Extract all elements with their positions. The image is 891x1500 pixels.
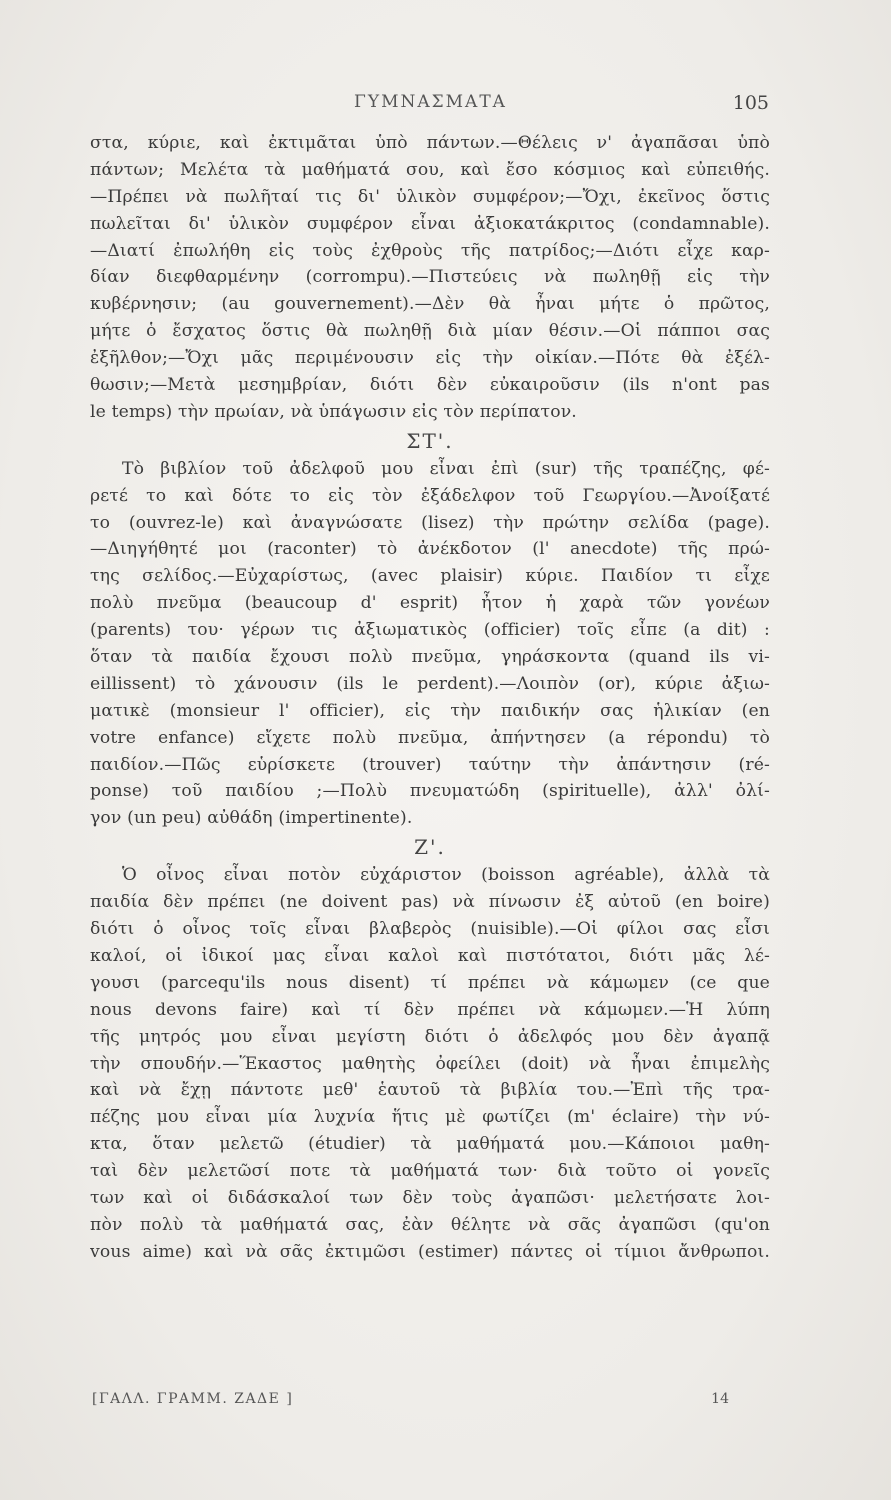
page-header	[92, 92, 769, 122]
text-line: Τὸ βιβλίον τοῦ ἀδελφοῦ μου εἶναι ἐπὶ (sur) τῆς τραπέζης, φέ-	[122, 458, 770, 479]
text-line: των καὶ οἱ διδάσκαλοί των δὲν τοὺς ἀγαπῶσι· μελετήσατε λοι-	[90, 1187, 770, 1208]
text-line: πέζης μου εἶναι μία λυχνία ἥτις μὲ φωτίζει (m' éclaire) τὴν νύ-	[90, 1107, 770, 1128]
text-line: ταὶ δὲν μελετῶσί ποτε τὰ μαθήματά των· διὰ τοῦτο οἱ γονεῖς	[90, 1161, 770, 1182]
text-line: παιδίον.—Πῶς εὑρίσκετε (trouver) ταύτην τὴν ἀπάντησιν (ré-	[90, 754, 770, 775]
text-line: (parents) του· γέρων τις ἀξιωματικὸς (officier) τοῖς εἶπε (a dit) :	[90, 620, 770, 641]
text-line: στα, κύριε, καὶ ἐκτιμᾶται ὑπὸ πάντων.—Θέλεις ν' ἀγαπᾶσαι ὑπὸ	[90, 133, 770, 153]
text-line: Ὁ οἶνος εἶναι ποτὸν εὐχάριστον (boisson agréable), ἀλλὰ τὰ	[122, 865, 770, 886]
text-line: —Διηγήθητέ μοι (raconter) τὸ ἀνέκδοτον (l' anecdote) τῆς πρώ-	[90, 539, 770, 560]
text-line: ἐξῆλθον;—Ὄχι μᾶς περιμένουσιν εἰς τὴν οἰκίαν.—Πότε θὰ ἐξέλ-	[90, 348, 770, 369]
text-line: votre enfance) εἴχετε πολὺ πνεῦμα, ἀπήντησεν (a répondu) τὸ	[90, 727, 770, 748]
text-line: το (ouvrez-le) καὶ ἀναγνώσατε (lisez) τὴν πρώτην σελίδα (page).	[90, 512, 770, 533]
section-heading-six: ΣΤ'.	[406, 428, 454, 453]
text-line: vous aime) καὶ νὰ σᾶς ἐκτιμῶσι (estimer) πάντες οἱ τίμιοι ἄνθρωποι.	[90, 1241, 770, 1262]
text-line: ματικὲ (monsieur l' officier), εἰς τὴν παιδικήν σας ἡλικίαν (en	[90, 700, 770, 721]
text-line: δίαν διεφθαρμένην (corrompu).—Πιστεύεις νὰ πωληθῇ εἰς τὴν	[90, 267, 770, 288]
text-line: eillissent) τὸ χάνουσιν (ils le perdent).—Λοιπὸν (or), κύριε ἀξιω-	[90, 673, 770, 694]
text-line: πωλεῖται δι' ὑλικὸν συμφέρον εἶναι ἀξιοκατάκριτος (condamnable).	[90, 213, 770, 234]
paragraph-exercise-continued	[90, 130, 770, 426]
section-six-text	[90, 456, 770, 832]
page-body	[90, 130, 770, 1266]
section-seven-text	[90, 862, 770, 1265]
text-line: τῆς μητρός μου εἶναι μεγίστη διότι ὁ ἀδελφός μου δὲν ἀγαπᾷ	[90, 1026, 770, 1047]
text-line: ponse) τοῦ παιδίου ;—Πολὺ πνευματώδη (spirituelle), ἀλλ' ὀλί-	[90, 781, 770, 802]
text-line: ρετέ το καὶ δότε το εἰς τὸν ἐξάδελφον τοῦ Γεωργίου.—Ἀνοίξατέ	[90, 485, 770, 506]
text-line: μήτε ὁ ἔσχατος ὅστις θὰ πωληθῇ διὰ μίαν θέσιν.—Οἱ πάπποι σας	[90, 321, 770, 342]
text-line: γουσι (parcequ'ils nous disent) τί πρέπει νὰ κάμωμεν (ce que	[90, 972, 770, 993]
page-number: 105	[732, 92, 769, 114]
text-line: πὸν πολὺ τὰ μαθήματά σας, ἐὰν θέλητε νὰ σᾶς ἀγαπῶσι (qu'on	[90, 1214, 770, 1235]
text-line: τὴν σπουδήν.—Ἕκαστος μαθητὴς ὀφείλει (doit) νὰ ἦναι ἐπιμελὴς	[90, 1053, 770, 1074]
text-line: nous devons faire) καὶ τί δὲν πρέπει νὰ κάμωμεν.—Ἡ λύπη	[90, 999, 770, 1020]
text-line: κυβέρνησιν; (au gouvernement).—Δὲν θὰ ἦναι μήτε ὁ πρῶτος,	[90, 294, 770, 315]
text-line: —Διατί ἐπωλήθη εἰς τοὺς ἐχθροὺς τῆς πατρίδος;—Διότι εἶχε καρ-	[90, 240, 770, 261]
text-line: διότι ὁ οἶνος τοῖς εἶναι βλαβερὸς (nuisible).—Οἱ φίλοι σας εἶσι	[90, 919, 770, 940]
text-line: παιδία δὲν πρέπει (ne doivent pas) νὰ πίνωσιν ἐξ αὐτοῦ (en boire)	[90, 892, 770, 913]
text-line: πάντων; Μελέτα τὰ μαθήματά σου, καὶ ἔσο κόσμιος καὶ εὐπειθής.	[90, 159, 770, 180]
text-line: πολὺ πνεῦμα (beaucoup d' esprit) ἦτον ἡ χαρὰ τῶν γονέων	[90, 593, 770, 614]
text-line: ὅταν τὰ παιδία ἔχουσι πολὺ πνεῦμα, γηράσκοντα (quand ils vi-	[90, 647, 770, 668]
text-line: θωσιν;—Μετὰ μεσημβρίαν, διότι δὲν εὐκαιροῦσιν (ils n'ont pas	[90, 375, 770, 396]
running-head: ΓΥΜΝΑΣΜΑΤΑ	[354, 92, 507, 112]
printer-signature: [ΓΑΛΛ. ΓΡΑΜΜ. ΖΑΔΕ ]	[92, 1391, 294, 1407]
text-line: κτα, ὅταν μελετῶ (étudier) τὰ μαθήματά μου.—Κάποιοι μαθη-	[90, 1134, 770, 1155]
text-line: καὶ νὰ ἔχῃ πάντοτε μεθ' ἑαυτοῦ τὰ βιβλία του.—Ἐπὶ τῆς τρα-	[90, 1080, 770, 1101]
text-line: le temps) τὴν πρωίαν, νὰ ὑπάγωσιν εἰς τὸν περίπατον.	[90, 401, 577, 422]
section-heading-seven: Ζ'.	[414, 835, 446, 860]
text-line: της σελίδος.—Εὐχαρίστως, (avec plaisir) κύριε. Παιδίον τι εἶχε	[90, 566, 770, 587]
text-line: καλοί, οἱ ἰδικοί μας εἶναι καλοὶ καὶ πιστότατοι, διότι μᾶς λέ-	[90, 945, 770, 966]
page-footer	[92, 1391, 769, 1417]
text-line: γον (un peu) αὐθάδη (impertinente).	[90, 808, 413, 829]
sheet-number: 14	[711, 1391, 729, 1407]
text-line: —Πρέπει νὰ πωλῆταί τις δι' ὑλικὸν συμφέρον;—Ὄχι, ἐκεῖνος ὅστις	[90, 186, 770, 207]
